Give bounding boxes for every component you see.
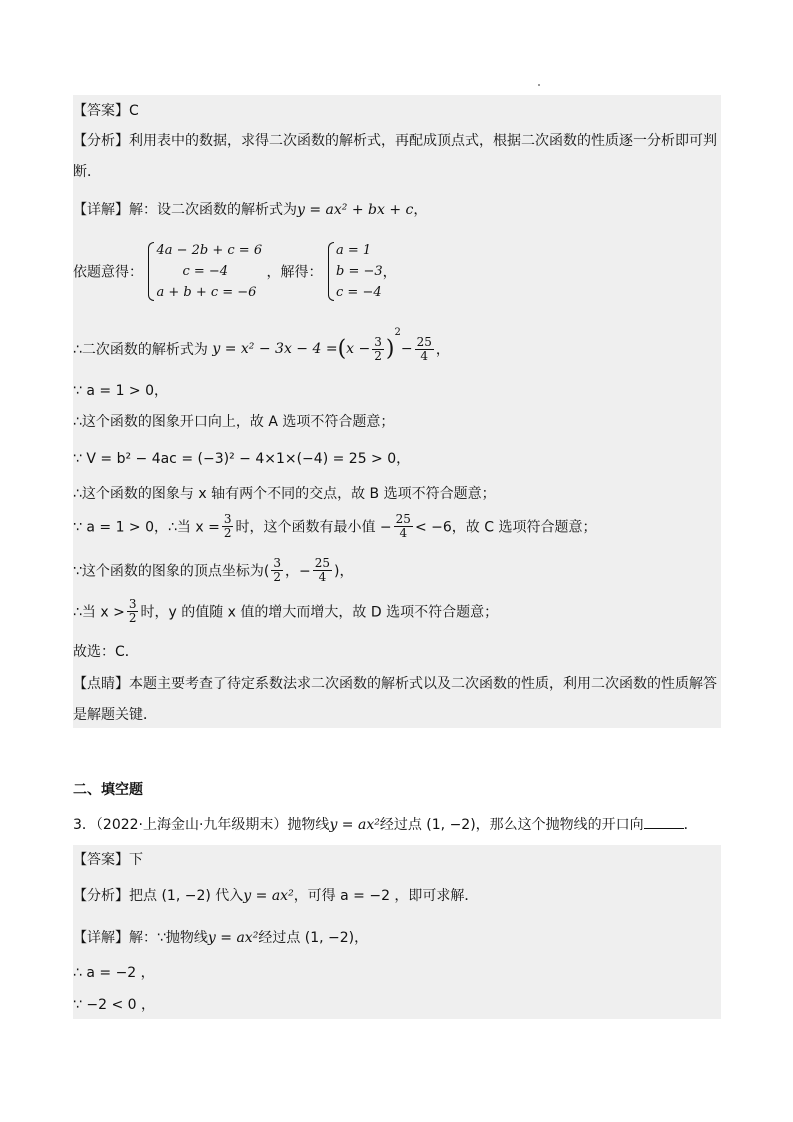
page-marker-dot — [538, 84, 540, 86]
analysis-line-2: 断． — [73, 164, 101, 180]
analysis-line-1: 【分析】利用表中的数据，求得二次函数的解析式，再配成顶点式，根据二次函数的性质逐一分析即可判 — [73, 133, 717, 149]
system-suffix: ， — [382, 264, 397, 281]
system-prefix: 依题意得： — [73, 264, 143, 281]
answer-line: 【答案】下 — [73, 852, 143, 868]
solution-row-3: c = −4 — [336, 285, 382, 300]
analysis-formula: y = ax² — [243, 888, 294, 904]
fraction-3-2: $\frac{3}{2}$ — [374, 334, 382, 363]
line-a-positive: ∵ a = 1 > 0， — [73, 383, 169, 399]
answer-line: 【答案】C — [73, 103, 139, 119]
expr-minus: − — [400, 341, 413, 357]
detail-suffix: ， — [413, 202, 428, 218]
comment-line-1: 【点睛】本题主要考查了待定系数法求二次函数的解析式以及二次函数的性质，利用二次函数的性质解答 — [73, 676, 717, 692]
line-increasing: ∴当 x > $\frac{3}{2}$ 时，y 的值随 x 值的增大而增大，故 D 选项不符合题意； — [73, 597, 499, 625]
line-opens-up: ∴这个函数的图象开口向上，故 A 选项不符合题意； — [73, 414, 395, 430]
system-line — [73, 240, 397, 303]
expr-line — [73, 327, 450, 363]
detail-line — [73, 201, 427, 219]
question-3: 3．（2022·上海金山·九年级期末）抛物线y = ax²经过点 (1, −2)，那么这个抛物线的开口向 ． — [73, 814, 698, 834]
system-row-1: 4a − 2b + c = 6 — [156, 243, 263, 258]
answer-blank — [644, 814, 684, 829]
solution-block-2 — [73, 845, 721, 1019]
right-paren: ) — [385, 336, 395, 362]
solution-block-1 — [73, 95, 721, 728]
expr-formula: y = x² − 3x − 4 = — [212, 341, 338, 357]
line-discriminant: ∵ V = b² − 4ac = (−3)² − 4×1×(−4) = 25 > 0， — [73, 451, 411, 467]
analysis-line: 【分析】把点 (1, −2) 代入y = ax²，可得 a = −2 ，即可求解． — [73, 888, 479, 904]
fraction-3-2: $\frac{3}{2}$ — [223, 512, 232, 540]
line-minimum: ∵ a = 1 > 0，∴当 x = $\frac{3}{2}$ 时，这个函数有最小值 − $\frac{25}{4}$ < −6，故 C 选项符合题意； — [73, 512, 597, 540]
detail-prefix: 【详解】解：设二次函数的解析式为 — [73, 202, 297, 218]
left-paren: ( — [337, 336, 347, 362]
expr-inner: x − — [346, 341, 371, 357]
fraction-25-4: $\frac{25}{4}$ — [395, 512, 411, 540]
solution-row-2: b = −3 — [336, 264, 383, 279]
line-a-value: ∴ a = −2 ， — [73, 965, 155, 981]
detail-line: 【详解】解：∵抛物线y = ax²经过点 (1, −2)， — [73, 930, 369, 946]
expr-comma: ， — [435, 342, 450, 358]
section-title: 二、填空题 — [73, 782, 143, 798]
line-vertex: ∵这个函数的图象的顶点坐标为( $\frac{3}{2}$ ，− $\frac{25}{4}$ )， — [73, 556, 354, 584]
system-row-2: c = −4 — [182, 264, 229, 279]
equation-system — [147, 240, 262, 303]
system-mid: ，解得： — [266, 264, 323, 281]
line-negative: ∵ −2 < 0 ， — [73, 997, 155, 1013]
fraction-25-4: $\frac{25}{4}$ — [314, 556, 331, 584]
expr-prefix: ∴二次函数的解析式为 — [73, 342, 208, 358]
line-choice: 故选：C． — [73, 644, 139, 660]
square-exponent: 2 — [394, 327, 401, 338]
detail-formula: y = ax² + bx + c — [297, 202, 414, 218]
line-intersections: ∴这个函数的图象与 x 轴有两个不同的交点，故 B 选项不符合题意； — [73, 486, 496, 502]
detail-formula: y = ax² — [207, 930, 259, 946]
comment-line-2: 是解题关键． — [73, 707, 157, 723]
fraction-3-2: $\frac{3}{2}$ — [273, 556, 282, 584]
system-row-3: a + b + c = −6 — [156, 285, 257, 300]
fraction-25-4: $\frac{25}{4}$ — [416, 334, 432, 363]
solution-row-1: a = 1 — [336, 243, 372, 258]
fraction-3-2: $\frac{3}{2}$ — [128, 597, 137, 625]
question-formula: y = ax² — [329, 817, 380, 833]
solution-system — [327, 240, 383, 303]
